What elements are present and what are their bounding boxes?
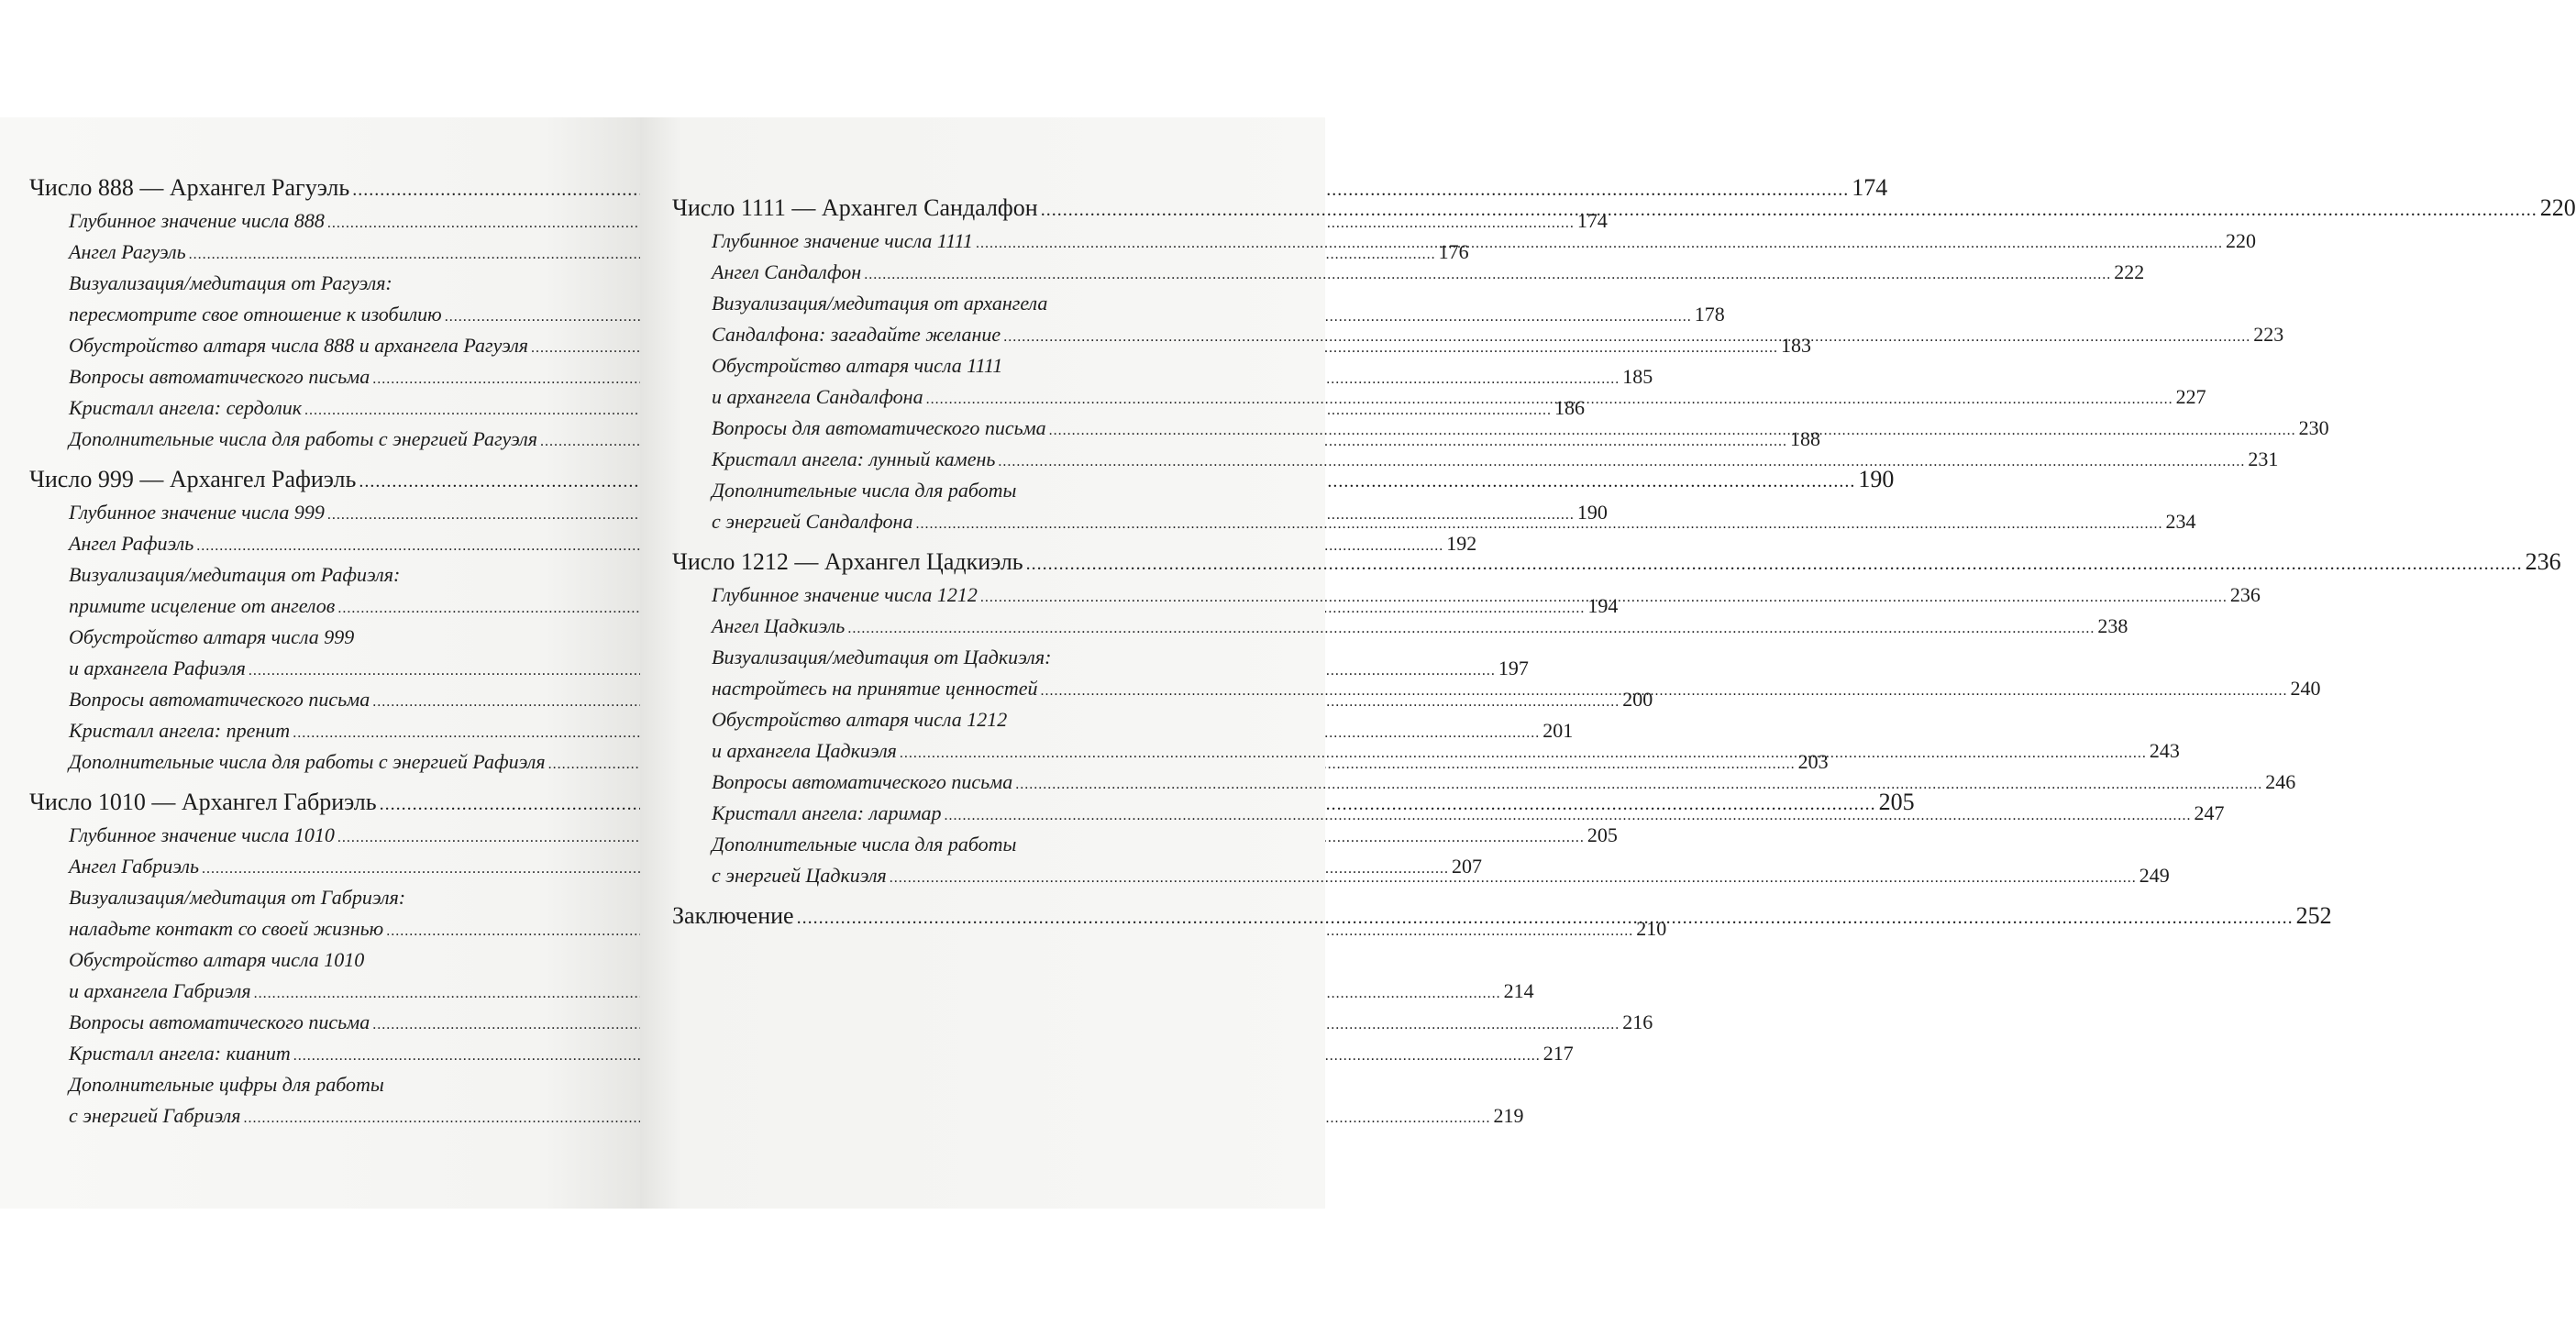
toc-subentry[interactable] [29,559,653,591]
toc-subentry[interactable] [29,528,1477,559]
chapter-page-number: 220 [2539,194,2576,221]
dot-leader [1041,191,2537,227]
subentry-page-number: 216 [1622,1010,1653,1033]
subentry-page-number: 240 [2290,677,2321,700]
subentry-title: Глубинное значение числа 1010 [69,823,335,846]
dot-leader [864,257,2111,291]
subentry-title: Глубинное значение числа 888 [69,209,325,232]
subentry-page-number: 234 [2165,510,2196,533]
subentry-title: пересмотрите свое отношение к изобилию [69,303,442,326]
subentry-title: Вопросы для автоматического письма [712,416,1046,439]
subentry-page-number: 249 [2139,864,2170,887]
subentry-title: Ангел Габриэль [69,855,200,878]
toc-subentry[interactable] [29,1007,1653,1038]
subentry-title: Вопросы автоматического письма [69,688,370,711]
subentry-page-number: 201 [1542,719,1574,742]
dot-leader [976,226,2223,259]
subentry-title: Глубинное значение числа 999 [69,501,325,524]
subentry-page-number: 203 [1797,750,1829,773]
toc-subentry[interactable] [29,976,1534,1007]
subentry-title: Визуализация/медитация от Цадкиэля: [712,646,1052,668]
subentry-title: Ангел Рагуэль [69,240,186,263]
chapter-page-number: 252 [2295,902,2332,929]
subentry-page-number: 219 [1493,1104,1524,1127]
subentry-title: Дополнительные числа для работы [712,479,1017,502]
chapter-title: Число 999 — Архангел Рафиэль [29,466,357,492]
subentry-page-number: 197 [1498,657,1529,679]
subentry-page-number: 190 [1576,501,1608,524]
toc-subentry[interactable] [672,444,2279,475]
subentry-page-number: 238 [2097,614,2128,637]
dot-leader [890,860,2137,894]
subentry-page-number: 178 [1694,303,1725,326]
toc-chapter-entry[interactable] [29,171,1888,205]
subentry-title: Визуализация/медитация от архангела [712,292,1048,315]
subentry-title: с энергией Габриэля [69,1104,241,1127]
subentry-title: Кристалл ангела: пренит [69,719,291,742]
subentry-page-number: 220 [2225,229,2256,252]
subentry-title: с энергией Сандалфона [712,510,913,533]
toc-subentry[interactable] [29,622,653,653]
subentry-title: Дополнительные числа для работы [712,833,1017,856]
subentry-page-number: 231 [2248,447,2279,470]
subentry-title: и архангела Рафиэля [69,657,246,679]
subentry-page-number: 176 [1438,240,1469,263]
chapter-title: Число 1212 — Архангел Цадкиэль [672,548,1023,575]
subentry-title: Вопросы автоматического письма [69,365,370,388]
subentry-title: Обустройство алтаря числа 888 и архангела Рагуэля [69,334,529,357]
subentry-page-number: 214 [1503,979,1534,1002]
subentry-title: Кристалл ангела: ларимар [712,801,942,824]
subentry-page-number: 236 [2229,583,2261,606]
subentry-page-number: 185 [1622,365,1653,388]
subentry-page-number: 174 [1576,209,1608,232]
subentry-title: Кристалл ангела: сердолик [69,396,303,419]
subentry-title: Обустройство алтаря числа 1010 [69,948,365,971]
dot-leader [797,899,2294,935]
subentry-page-number: 192 [1446,532,1477,555]
subentry-page-number: 243 [2149,739,2180,762]
toc-subentry[interactable] [672,611,2128,642]
subentry-page-number: 207 [1452,855,1483,878]
toc-subentry[interactable] [672,288,1283,319]
subentry-title: Глубинное значение числа 1212 [712,583,978,606]
toc-subentry[interactable] [29,1069,653,1100]
dot-leader [1026,545,2523,581]
dot-leader [847,611,2095,645]
subentry-page-number: 223 [2253,323,2284,346]
subentry-title: настройтесь на принятие ценностей [712,677,1038,700]
subentry-title: наладьте контакт со своей жизнью [69,917,384,940]
toc-subentry[interactable] [672,257,2145,288]
subentry-title: примите исцеление от ангелов [69,594,336,617]
toc-subentry[interactable] [29,268,653,299]
subentry-page-number: 194 [1587,594,1619,617]
subentry-page-number: 188 [1790,427,1820,450]
subentry-title: Кристалл ангела: лунный камень [712,447,996,470]
toc-subentry[interactable] [29,944,653,976]
toc-subentry[interactable] [29,882,653,913]
subentry-title: Кристалл ангела: кианит [69,1042,291,1065]
subentry-title: Сандалфона: загадайте желание [712,323,1001,346]
subentry-title: Вопросы автоматического письма [69,1010,370,1033]
subentry-page-number: 200 [1622,688,1653,711]
subentry-title: Ангел Рафиэль [69,532,194,555]
subentry-page-number: 227 [2175,385,2206,408]
chapter-page-number: 205 [1878,789,1915,815]
subentry-title: и архангела Цадкиэля [712,739,897,762]
toc-subentry[interactable] [672,767,2296,798]
chapter-title: Число 1111 — Архангел Сандалфон [672,194,1038,221]
subentry-page-number: 210 [1636,917,1667,940]
dot-leader [1049,413,2296,447]
toc-chapter-entry[interactable] [672,545,2561,580]
subentry-title: Обустройство алтаря числа 1111 [712,354,1003,377]
toc-subentry[interactable] [672,475,1283,506]
subentry-page-number: 230 [2298,416,2329,439]
toc-subentry[interactable] [29,1038,1574,1069]
dot-leader [945,798,2192,832]
subentry-title: Ангел Цадкиэль [712,614,846,637]
subentry-page-number: 247 [2194,801,2225,824]
dot-leader [1015,767,2262,801]
subentry-title: Дополнительные числа для работы с энергией Рафиэля [69,750,546,773]
subentry-title: Визуализация/медитация от Рафиэля: [69,563,401,586]
chapter-page-number: 174 [1852,174,1888,201]
toc-subentry[interactable] [672,704,1283,735]
subentry-title: Визуализация/медитация от Рагуэля: [69,271,392,294]
toc-subentry[interactable] [672,350,1283,381]
dot-leader [900,735,2147,769]
chapter-page-number: 190 [1858,466,1895,492]
subentry-page-number: 217 [1542,1042,1574,1065]
dot-leader [926,381,2173,415]
chapter-title: Число 1010 — Архангел Габриэль [29,789,377,815]
subentry-title: Обустройство алтаря числа 1212 [712,708,1008,731]
dot-leader [1040,673,2287,707]
dot-leader [980,580,2228,613]
toc-subentry[interactable] [672,829,1283,860]
subentry-title: Глубинное значение числа 1111 [712,229,973,252]
subentry-page-number: 222 [2114,260,2145,283]
chapter-title: Число 888 — Архангел Рагуэль [29,174,350,201]
dot-leader [915,506,2162,540]
subentry-title: Вопросы автоматического письма [712,770,1013,793]
chapter-page-number: 236 [2525,548,2561,575]
subentry-page-number: 246 [2265,770,2296,793]
subentry-page-number: 186 [1554,396,1586,419]
dot-leader [998,444,2245,478]
subentry-title: и архангела Габриэля [69,979,251,1002]
dot-leader [1003,319,2250,353]
subentry-title: Дополнительные числа для работы с энергией Рагуэля [69,427,537,450]
chapter-title: Заключение [672,902,794,929]
subentry-title: и архангела Сандалфона [712,385,923,408]
subentry-title: Дополнительные цифры для работы [69,1073,384,1096]
subentry-title: с энергией Цадкиэля [712,864,887,887]
subentry-page-number: 205 [1587,823,1618,846]
subentry-title: Визуализация/медитация от Габриэля: [69,886,406,909]
subentry-title: Ангел Сандалфон [712,260,862,283]
subentry-page-number: 183 [1781,334,1812,357]
toc-subentry[interactable] [672,642,1283,673]
subentry-title: Обустройство алтаря числа 999 [69,625,355,648]
toc-subentry[interactable] [29,1100,1524,1132]
